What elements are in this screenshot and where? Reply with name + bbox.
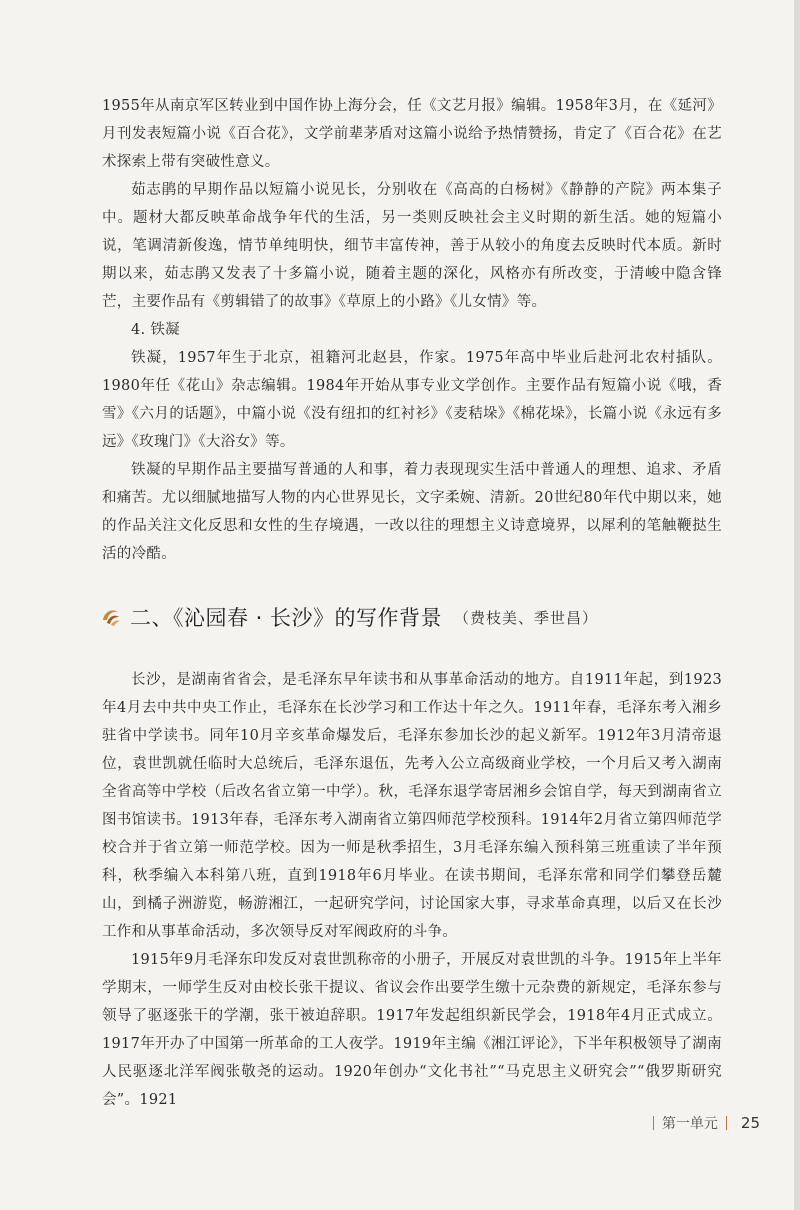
footer-divider <box>653 1116 654 1130</box>
paragraph: 1915年9月毛泽东印发反对袁世凯称帝的小册子，开展反对袁世凯的斗争。1915年上半年学期末，一师学生反对由校长张干提议、省议会作出要学生缴十元杂费的新规定，毛泽东参与领导了驱逐张干的学潮，张干被迫辞职。1917年发起组织新民学会，1918年4月正式成立。1917年开办了中国第一所革命的工人夜学。1919年主编《湘江评论》，下半年积极领导了湖南人民驱逐北洋军阀张敬尧的运动。1920年创办“文化书社”“马克思主义研究会”“俄罗斯研究会”。1921 <box>102 952 722 1108</box>
paragraph: 长沙，是湖南省省会，是毛泽东早年读书和从事革命活动的地方。自1911年起，到1923年4月去中共中央工作止，毛泽东在长沙学习和工作达十年之久。1911年春，毛泽东考入湘乡驻省中学读书。同年10月辛亥革命爆发后，毛泽东参加长沙的起义新军。1912年3月清帝退位，袁世凯就任临时大总统后，毛泽东退伍，先考入公立高级商业学校，一个月后又考入湖南全省高等中学校（后改名省立第一中学）。秋，毛泽东退学寄居湘乡会馆自学，每天到湖南省立图书馆读书。1913年春，毛泽东考入湖南省立第四师范学校预科。1914年2月省立第四师范学校合并于省立第一师范学校。因为一师是秋季招生，3月毛泽东编入预科第三班重读了半年预科，秋季编入本科第八班，直到1918年6月毕业。在读书期间，毛泽东常和同学们攀登岳麓山，到橘子洲游览，畅游湘江，一起研究学问，讨论国家大事，寻求革命真理，以后又在长沙工作和从事革命活动，多次领导反对军阀政府的斗争。 <box>102 672 722 940</box>
paragraph: 铁凝，1957年生于北京，祖籍河北赵县，作家。1975年高中毕业后赴河北农村插队。1980年任《花山》杂志编辑。1984年开始从事专业文学创作。主要作品有短篇小说《哦，香雪》《六月的话题》，中篇小说《没有纽扣的红衬衫》《麦秸垛》《棉花垛》，长篇小说《永远有多远》《玫瑰门》《大浴女》等。 <box>102 350 722 450</box>
paragraph: 铁凝的早期作品主要描写普通的人和事，着力表现现实生活中普通人的理想、追求、矛盾和痛苦。尤以细腻地描写人物的内心世界见长，文字柔婉、清新。20世纪80年代中期以来，她的作品关注文化反思和女性的生存境遇，一改以往的理想主义诗意境界，以犀利的笔触鞭挞生活的冷酷。 <box>102 462 722 562</box>
footer-divider <box>726 1116 727 1130</box>
paragraph: 茹志鹃的早期作品以短篇小说见长，分别收在《高高的白杨树》《静静的产院》两本集子中。题材大都反映革命战争年代的生活，另一类则反映社会主义时期的新生活。她的短篇小说，笔调清新俊逸，情节单纯明快，细节丰富传神，善于从较小的角度去反映时代本质。新时期以来，茹志鹃又发表了十多篇小说，随着主题的深化，风格亦有所改变，于清峻中隐含锋芒，主要作品有《剪辑错了的故事》《草原上的小路》《儿女情》等。 <box>102 182 722 310</box>
section-swirl-icon <box>100 606 122 628</box>
paragraph: 1955年从南京军区转业到中国作协上海分会，任《文艺月报》编辑。1958年3月，在《延河》月刊发表短篇小说《百合花》，文学前辈茅盾对这篇小说给予热情赞扬，肯定了《百合花》在艺术探索上带有突破性意义。 <box>102 98 722 170</box>
section-title: 二、《沁园春 · 长沙》的写作背景 <box>130 606 443 630</box>
page-footer <box>560 1113 760 1133</box>
section-lower-text <box>102 666 722 1114</box>
section-upper-text <box>102 92 722 568</box>
section-authors: （费枝美、季世昌） <box>454 608 599 627</box>
subheading-tie-ning: 4. 铁凝 <box>131 322 180 338</box>
section-heading <box>100 602 720 632</box>
page-edge <box>794 0 800 1210</box>
page-number: 25 <box>740 1114 760 1132</box>
unit-label: 第一单元 <box>661 1116 718 1132</box>
